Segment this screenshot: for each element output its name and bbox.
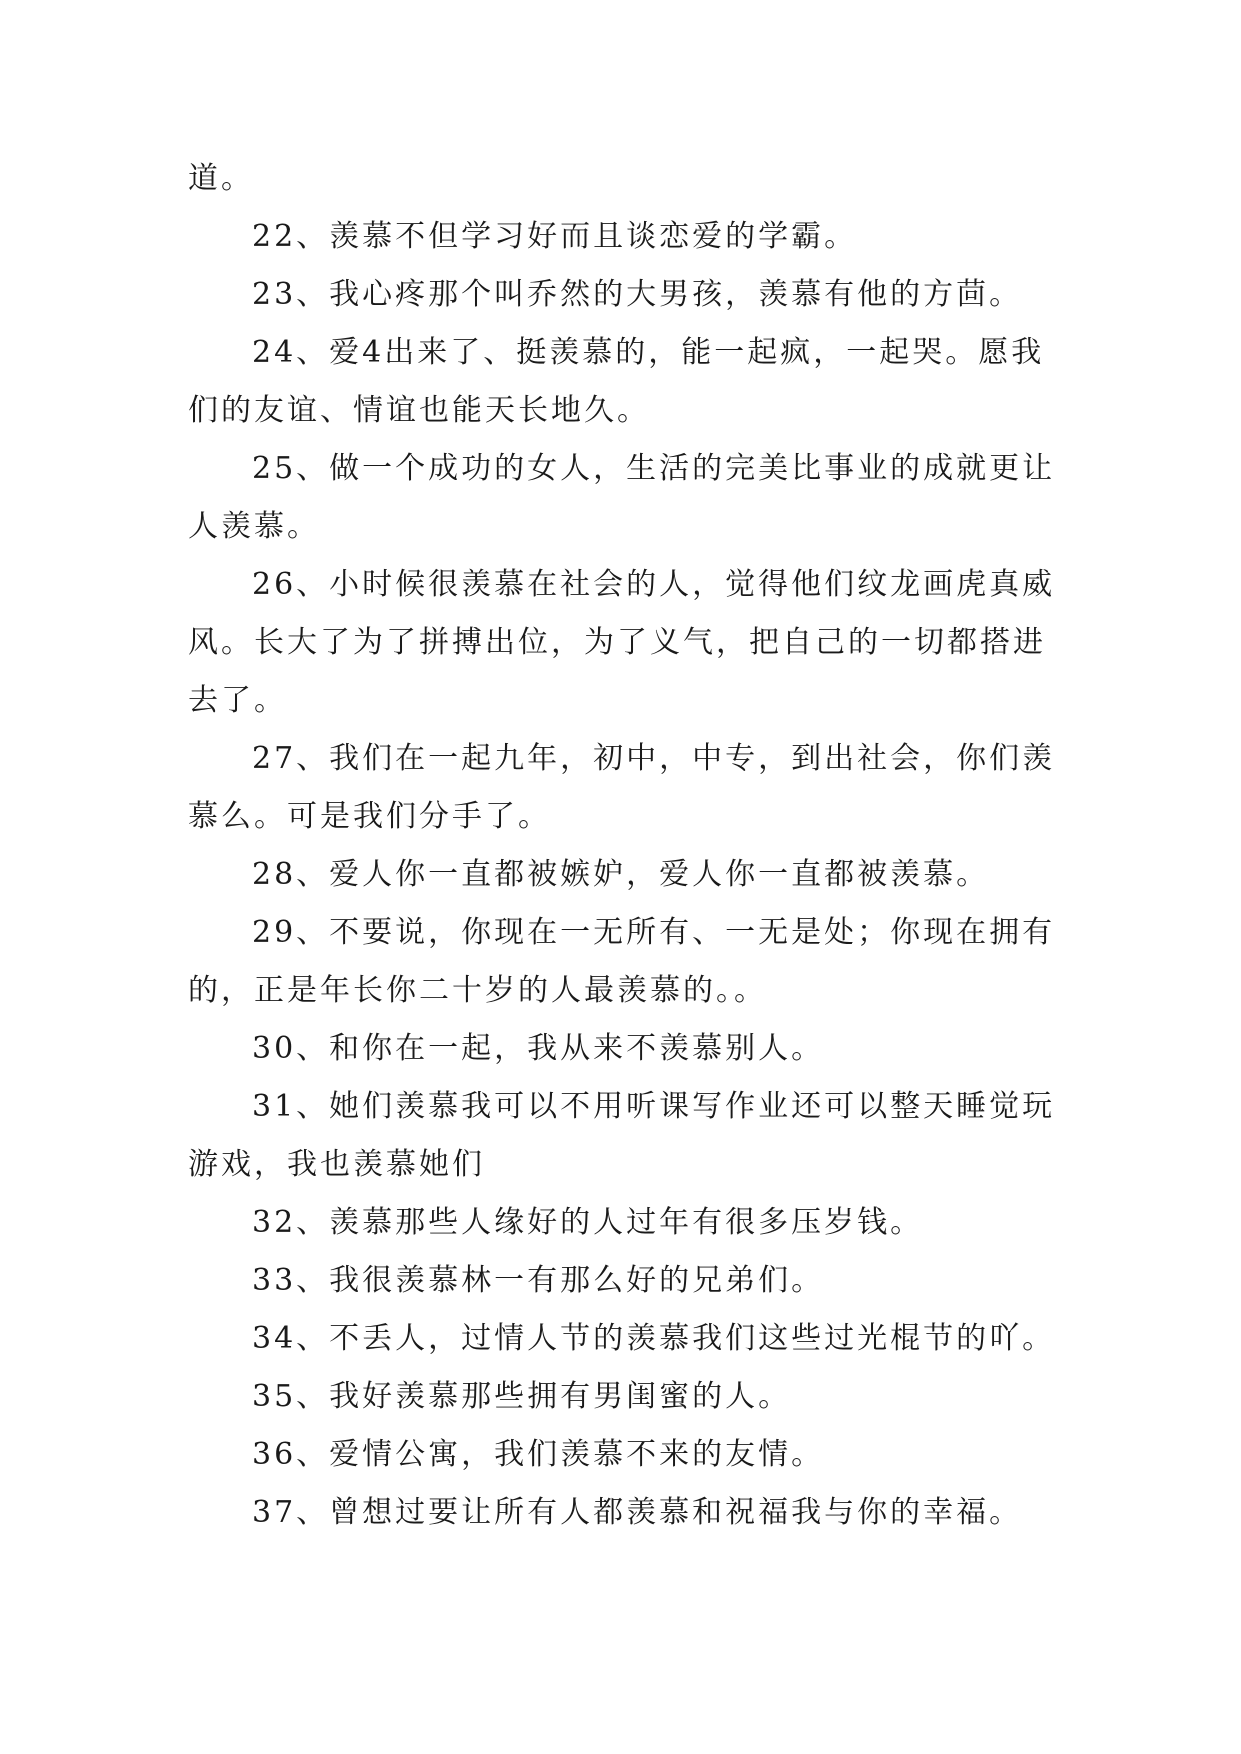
text-line: 慕么。可是我们分手了。 [188, 799, 551, 834]
list-item-34: 34、不丢人，过情人节的羡慕我们这些过光棍节的吖。 [252, 1321, 1056, 1356]
list-item-27: 27、我们在一起九年，初中，中专，到出社会，你们羡 [252, 741, 1056, 776]
text-line: 们的友谊、情谊也能天长地久。 [188, 393, 650, 428]
list-item-31: 31、她们羡慕我可以不用听课写作业还可以整天睡觉玩 [252, 1089, 1056, 1124]
list-item-26: 26、小时候很羡慕在社会的人，觉得他们纹龙画虎真威 [252, 567, 1056, 602]
list-item-24: 24、爱4出来了、挺羡慕的，能一起疯，一起哭。愿我 [252, 335, 1045, 370]
text-line: 游戏，我也羡慕她们 [188, 1147, 485, 1182]
list-item-22: 22、羡慕不但学习好而且谈恋爱的学霸。 [252, 219, 858, 254]
list-item-23: 23、我心疼那个叫乔然的大男孩，羡慕有他的方茴。 [252, 277, 1023, 312]
list-item-37: 37、曾想过要让所有人都羡慕和祝福我与你的幸福。 [252, 1495, 1023, 1530]
text-line: 的，正是年长你二十岁的人最羡慕的。。 [188, 973, 767, 1008]
text-line: 去了。 [188, 683, 287, 718]
list-item-28: 28、爱人你一直都被嫉妒，爱人你一直都被羡慕。 [252, 857, 990, 892]
text-line: 人羡慕。 [188, 509, 320, 544]
list-item-32: 32、羡慕那些人缘好的人过年有很多压岁钱。 [252, 1205, 924, 1240]
text-line: 道。 [188, 161, 254, 196]
list-item-35: 35、我好羡慕那些拥有男闺蜜的人。 [252, 1379, 792, 1414]
list-item-25: 25、做一个成功的女人，生活的完美比事业的成就更让 [252, 451, 1056, 486]
list-item-33: 33、我很羡慕林一有那么好的兄弟们。 [252, 1263, 825, 1298]
document-body [188, 150, 1068, 1542]
text-line: 风。长大了为了拼搏出位，为了义气，把自己的一切都搭进 [188, 625, 1046, 660]
list-item-36: 36、爱情公寓，我们羡慕不来的友情。 [252, 1437, 825, 1472]
list-item-29: 29、不要说，你现在一无所有、一无是处；你现在拥有 [252, 915, 1056, 950]
list-item-30: 30、和你在一起，我从来不羡慕别人。 [252, 1031, 825, 1066]
